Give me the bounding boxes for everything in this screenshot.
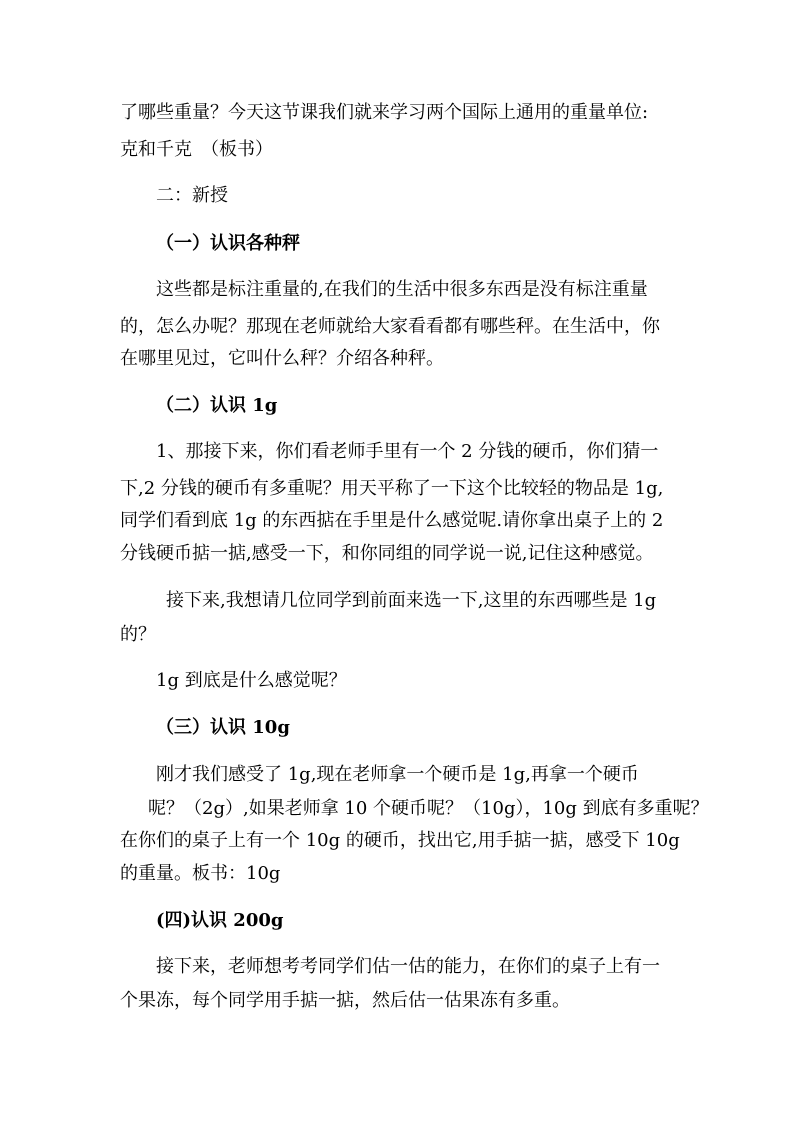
paragraph-line: 刚才我们感受了 1g,现在老师拿一个硬币是 1g,再拿一个硬币 bbox=[156, 764, 639, 785]
paragraph-line: 克和千克 （板书） bbox=[120, 139, 273, 160]
paragraph-line: 分钱硬币掂一掂,感受一下，和你同组的同学说一说,记住这种感觉。 bbox=[120, 543, 654, 564]
paragraph-line: 了哪些重量？今天这节课我们就来学习两个国际上通用的重量单位: bbox=[120, 102, 649, 123]
paragraph-line: 的，怎么办呢？那现在老师就给大家看看都有哪些秤。在生活中，你 bbox=[120, 316, 660, 337]
subsection-heading: （三）认识 10g bbox=[156, 717, 290, 738]
paragraph-line: 的？ bbox=[120, 624, 156, 645]
paragraph-line: 1g 到底是什么感觉呢？ bbox=[156, 670, 347, 691]
section-heading: 二：新授 bbox=[156, 185, 228, 206]
paragraph-line: 在哪里见过，它叫什么秤？介绍各种秤。 bbox=[120, 348, 444, 369]
paragraph-line: 在你们的桌子上有一个 10g 的硬币，找出它,用手掂一掂，感受下 10g bbox=[120, 830, 680, 851]
paragraph-line: 下,2 分钱的硬币有多重呢？用天平称了一下这个比较轻的物品是 1g, bbox=[120, 478, 664, 499]
paragraph-line: 的重量。板书：10g bbox=[120, 863, 281, 884]
subsection-heading: （二）认识 1g bbox=[156, 395, 278, 416]
subsection-heading: (四)认识 200g bbox=[156, 910, 284, 931]
paragraph-line: 这些都是标注重量的,在我们的生活中很多东西是没有标注重量 bbox=[156, 279, 648, 300]
subsection-heading: （一）认识各种秤 bbox=[156, 233, 300, 254]
paragraph-line: 同学们看到底 1g 的东西掂在手里是什么感觉呢.请你拿出桌子上的 2 bbox=[120, 510, 664, 531]
paragraph-line: 接下来，老师想考考同学们估一估的能力，在你们的桌子上有一 bbox=[156, 956, 660, 977]
paragraph-line: 个果冻，每个同学用手掂一掂，然后估一估果冻有多重。 bbox=[120, 990, 570, 1011]
paragraph-line: 呢？（2g）,如果老师拿 10 个硬币呢？（10g），10g 到底有多重呢？ bbox=[148, 798, 709, 819]
paragraph-line: 接下来,我想请几位同学到前面来选一下,这里的东西哪些是 1g bbox=[166, 590, 657, 611]
paragraph-line: 1、那接下来，你们看老师手里有一个 2 分钱的硬币，你们猜一 bbox=[156, 441, 659, 462]
